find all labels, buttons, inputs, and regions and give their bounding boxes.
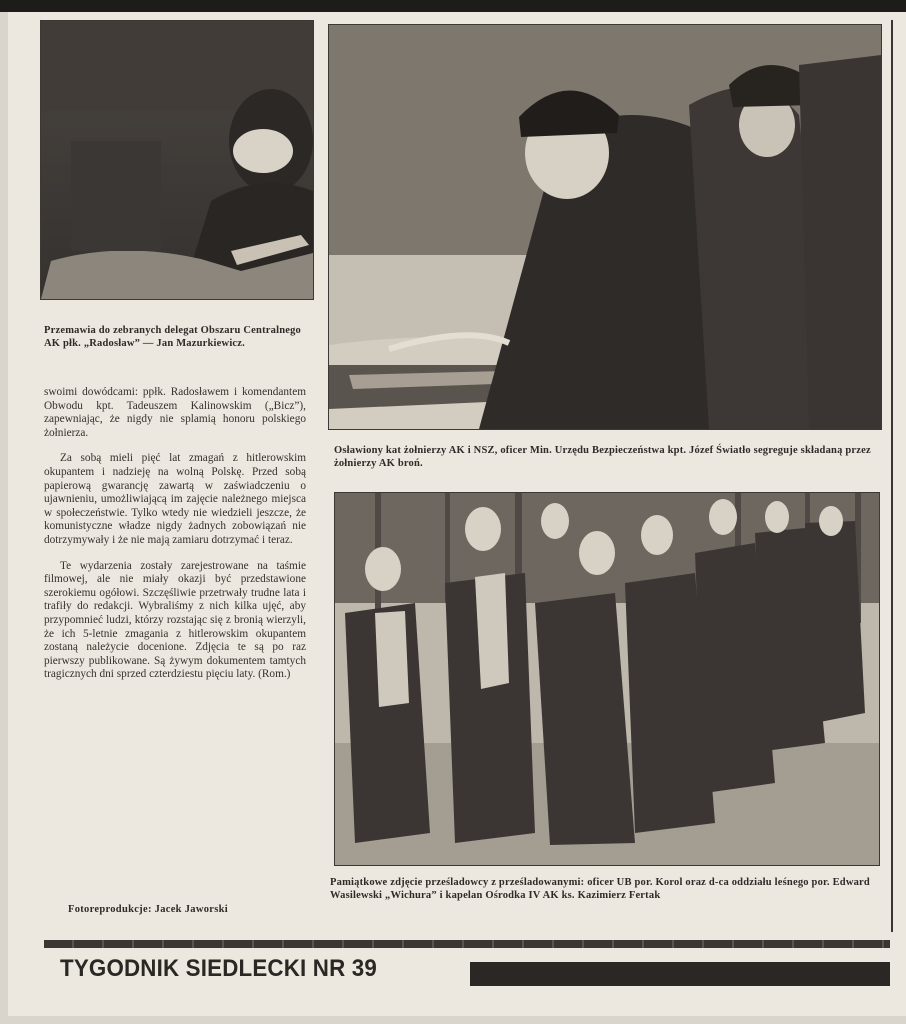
- masthead-footer: TYGODNIK SIEDLECKI NR 39: [60, 955, 377, 982]
- article-paragraph: swoimi dowódcami: ppłk. Radosławem i komendantem Obwodu kpt. Tadeuszem Kalinowskim („Bicz”), zapewniając, że nigdy nie splamią honoru polskiego żołnierza.: [44, 386, 306, 439]
- photo-officer-weapons: [328, 24, 882, 430]
- footer-rule: [44, 940, 890, 948]
- scan-top-edge: [0, 0, 906, 12]
- article-body: [44, 386, 306, 694]
- photo-group-column: [334, 492, 880, 866]
- column-rule: [891, 20, 893, 932]
- photo-speaker: [40, 20, 314, 300]
- caption-officer-weapons: Osławiony kat żołnierzy AK i NSZ, oficer Min. Urzędu Bezpieczeństwa kpt. Józef Światło segreguje składaną przez żołnierzy AK broń.: [334, 445, 871, 469]
- caption-group-column: Pamiątkowe zdjęcie prześladowcy z prześladowanymi: oficer UB por. Korol oraz d-ca oddziału leśnego por. Edward Wasilewski „Wichura” i kapelan Ośrodka IV AK ks. Kazimierz Fertak: [330, 877, 870, 901]
- article-paragraph: Za sobą mieli pięć lat zmagań z hitlerowskim okupantem i nadzieję na wolną Polskę. Przed sobą papierową gwarancję zawartą w zaświadczeniu o ujawnieniu, umożliwiającą im zajęcie należnego miejsca w społeczeństwie. Tylko wtedy nie wiedzieli jeszcze, że komunistyczne władze nigdy żadnych zobowiązań nie dotrzymywały i że nie mają zamiaru dotrzymać i teraz.: [44, 452, 306, 546]
- article-paragraph: Te wydarzenia zostały zarejestrowane na taśmie filmowej, ale nie miały okazji być przedstawione szerokiemu ogółowi. Szczęśliwie przetrwały trudne lata i trafiły do redakcji. Wybraliśmy z nich kilka ujęć, aby przypomnieć ludzi, którzy rozstając się z bronią wierzyli, że ich 5-letnie zmagania z hitlerowskim okupantem zostaną należycie docenione. Zdjęcia te są po raz pierwszy publikowane. Są żywym dokumentem tamtych tragicznych dni sprzed czterdziestu pięciu laty. (Rom.): [44, 559, 306, 681]
- photo-credit: Fotoreprodukcje: Jacek Jaworski: [68, 904, 228, 915]
- footer-bar: [470, 962, 890, 986]
- caption-speaker: Przemawia do zebranych delegat Obszaru Centralnego AK płk. „Radosław” — Jan Mazurkiewicz.: [44, 325, 302, 349]
